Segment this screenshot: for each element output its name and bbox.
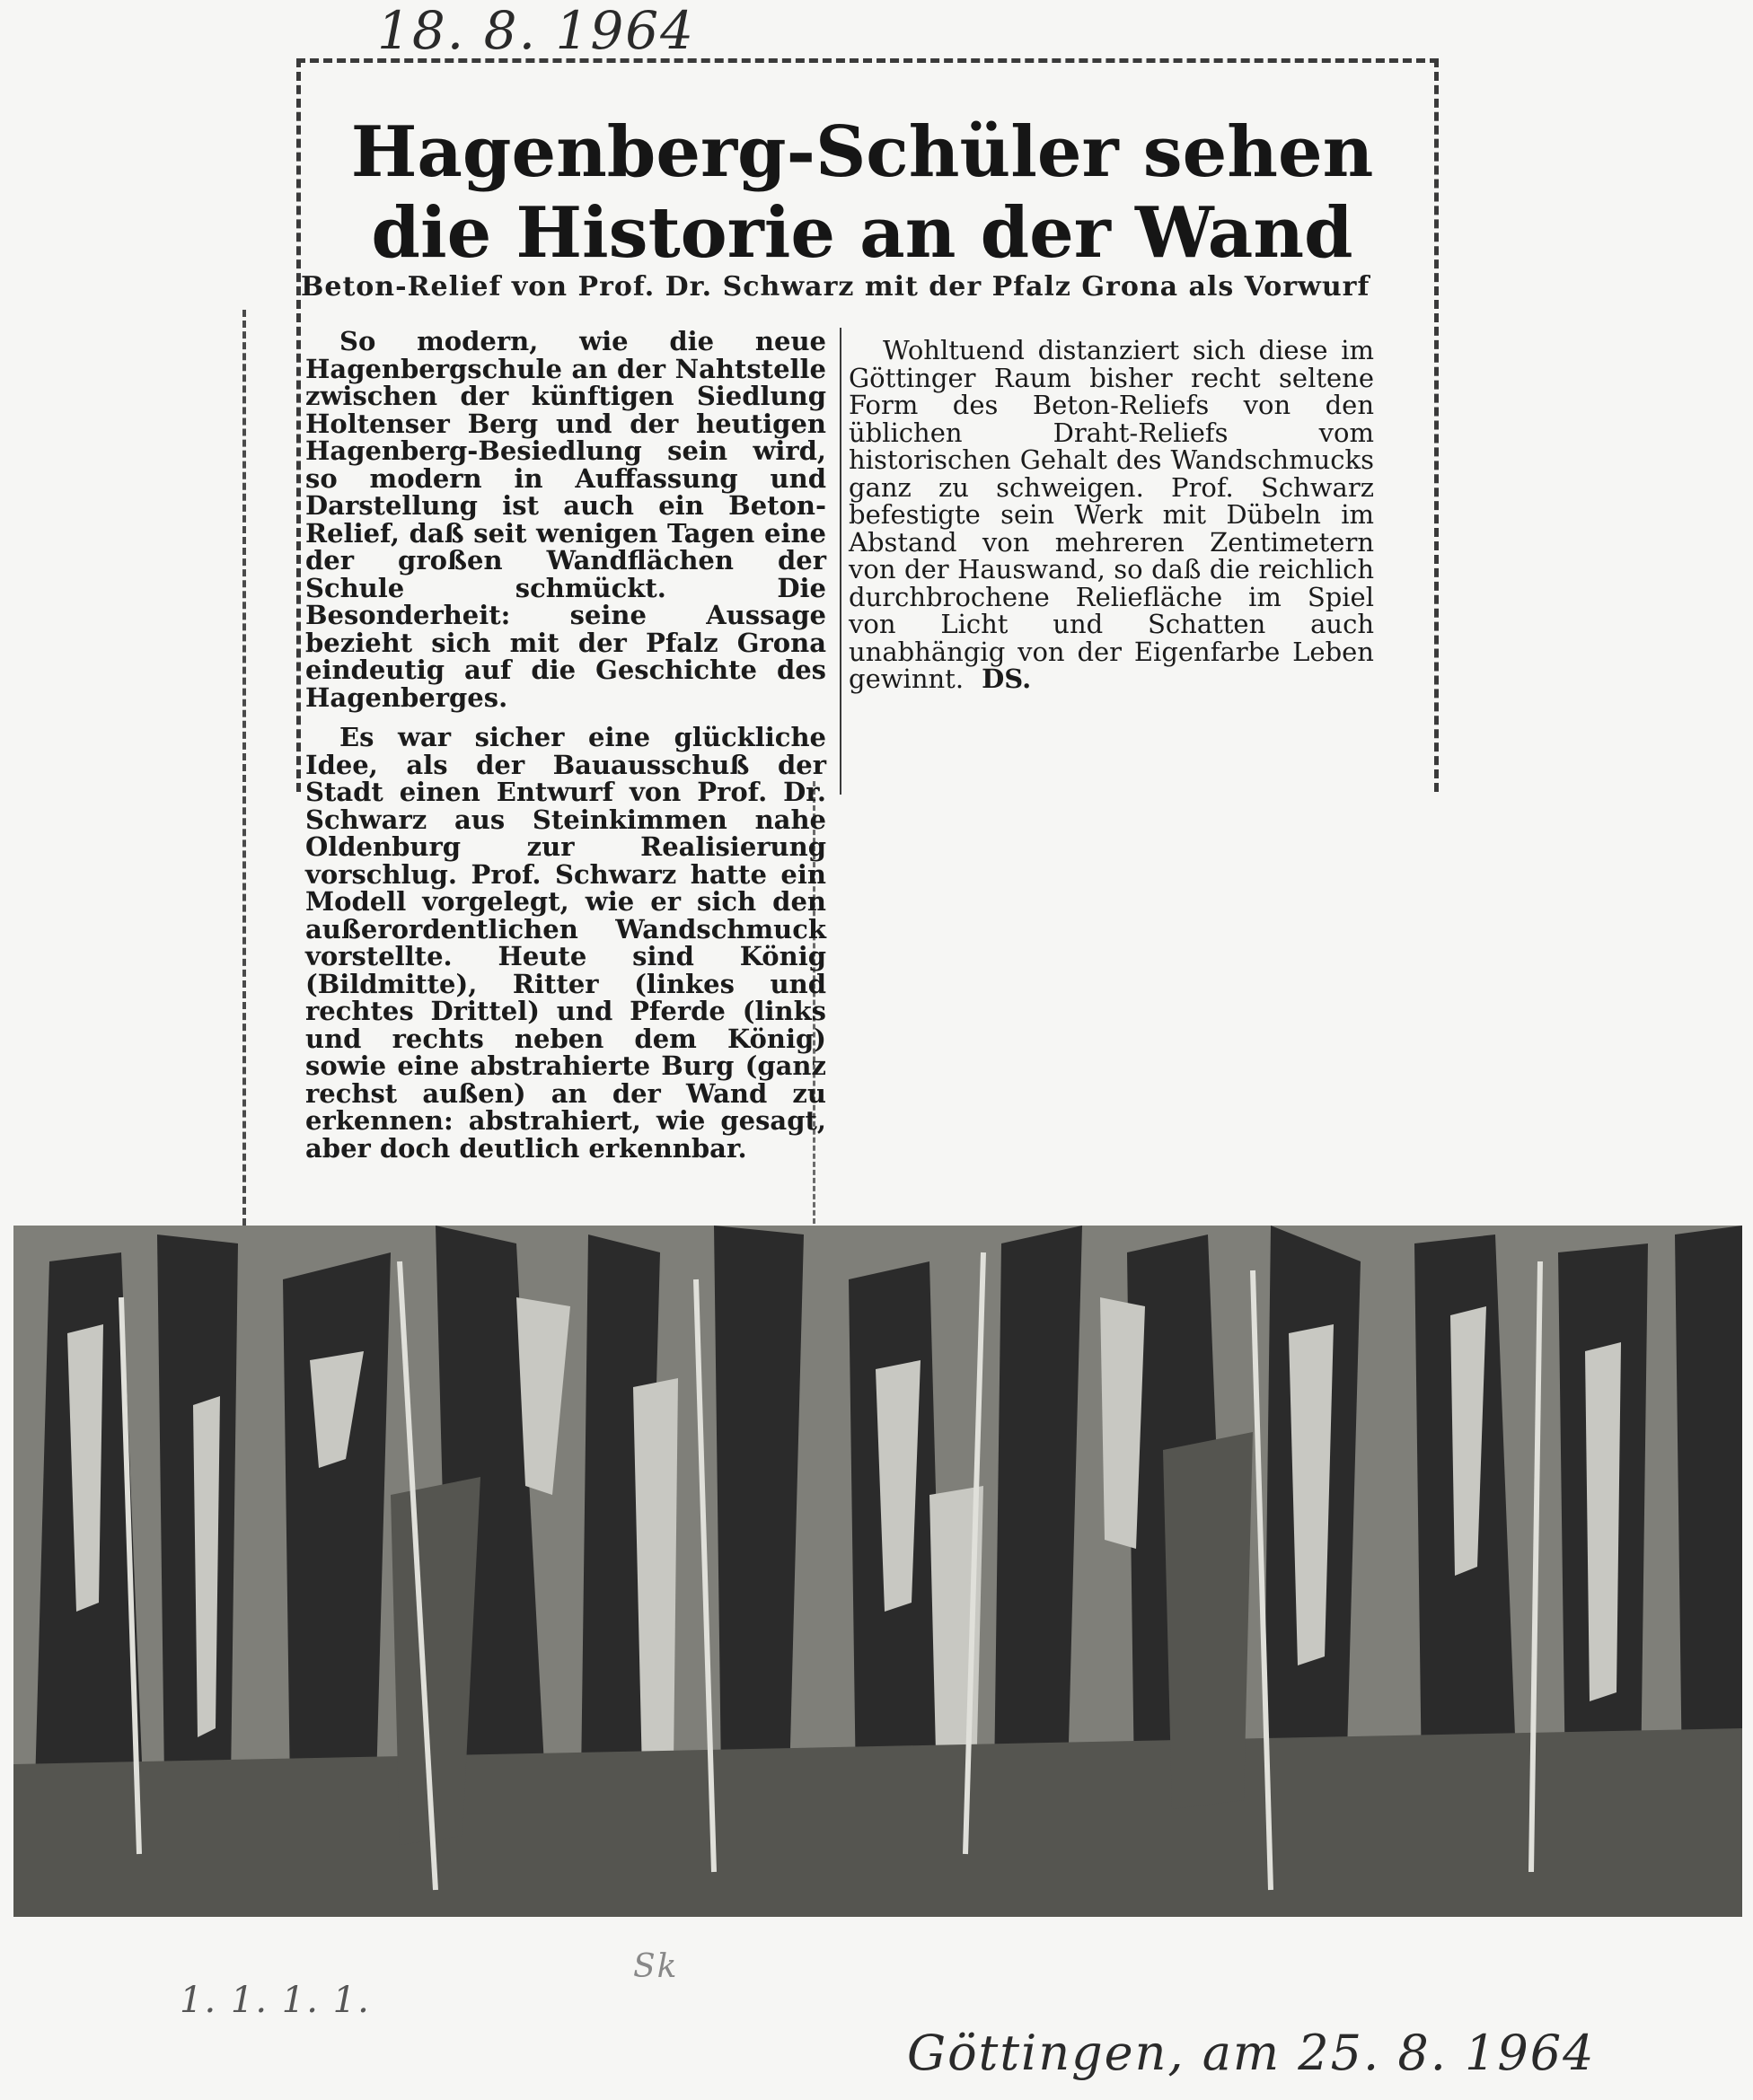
relief-photo — [13, 1226, 1742, 1917]
article-column-right — [849, 337, 1374, 693]
paragraph: So modern, wie die neue Hagenbergschule an der Nahtstelle zwischen der künftigen Siedlung Holtenser Berg und der heutigen Hagenberg-Besiedlung sein wird, so modern in Auffassung und Darstellung ist auch ein Beton-Relief, daß seit wenigen Tagen eine der großen Wandflächen der Schule schmückt. Die Besonderheit: seine Aussage bezieht sich mit der Pfalz Grona eindeutig auf die Geschichte des Hagenberges. — [305, 326, 826, 713]
handwritten-date-top: 18. 8. 1964 — [377, 0, 696, 61]
handwritten-initials: 1. 1. 1. 1. — [180, 1980, 371, 2021]
faint-mark: Sk — [633, 1948, 679, 1985]
paragraph-text: Wohltuend distanziert sich diese im Göttinger Raum bisher recht seltene Form des Beton-Reliefs von den üblichen Draht-Reliefs vom historischen Gehalt des Wandschmucks ganz zu schweigen. Prof. Schwarz befestigte sein Werk mit Dübeln im Abstand von mehreren Zentimetern von der Hauswand, so daß die reichlich durchbrochene Reliefläche im Spiel von Licht und Schatten auch unabhängig von der Eigenfarbe Leben gewinnt. — [849, 335, 1374, 694]
article-headline: Hagenberg-Schüler sehen die Historie an der Wand — [350, 111, 1374, 274]
clipping-border-left — [242, 310, 246, 1226]
article-subheadline: Beton-Relief von Prof. Dr. Schwarz mit der Pfalz Grona als Vorwurf — [301, 271, 1370, 303]
handwritten-place-date: Göttingen, am 25. 8. 1964 — [907, 2025, 1596, 2081]
author-signature: DS. — [982, 663, 1032, 694]
article-column-left — [305, 328, 826, 1162]
column-divider — [840, 328, 841, 795]
paragraph: Es war sicher eine glückliche Idee, als der Bauausschuß der Stadt einen Entwurf von Prof. Dr. Schwarz aus Steinkimmen nahe Oldenburg zur Realisierung vorschlug. Prof. Schwarz hatte ein Modell vorgelegt, wie er sich den außerordentlichen Wandschmuck vorstellte. Heute sind König (Bildmitte), Ritter (linkes und rechtes Drittel) und Pferde (links und rechts neben dem König) sowie eine abstrahierte Burg (ganz rechst außen) an der Wand zu erkennen: abstrahiert, wie gesagt, aber doch deutlich erkennbar. — [305, 722, 826, 1164]
paragraph — [849, 337, 1374, 693]
relief-photo-image — [13, 1226, 1742, 1917]
